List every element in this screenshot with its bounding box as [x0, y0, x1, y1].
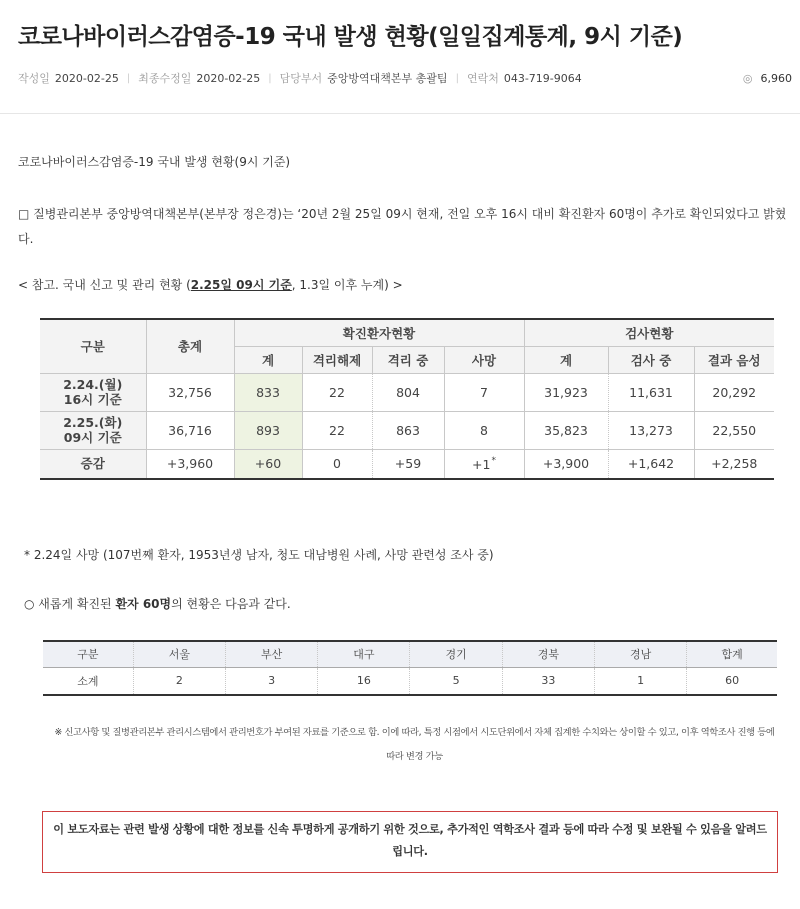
cell-isolated: +59 — [372, 449, 444, 479]
region-header: 경기 — [410, 641, 502, 667]
data-source-note: ※ 신고사항 및 질병관리본부 관리시스템에서 관리번호가 부여된 자료를 기준으로 함. 이에 따라, 특정 시점에서 시도단위에서 자체 집계한 수치와는 상이할 수 있고, 이후 역학조사 진행 등에 따라 변경 가능 — [54, 727, 775, 762]
row-label-date: 2.24.(월) — [63, 377, 123, 392]
cell-tests: +3,900 — [524, 449, 608, 479]
cell-deaths — [444, 449, 524, 479]
view-count-value: 6,960 — [760, 71, 792, 85]
table-row-change — [40, 449, 774, 479]
header-tests-total: 계 — [524, 346, 608, 373]
written-date: 2020-02-25 — [54, 71, 119, 85]
header-deaths: 사망 — [444, 346, 524, 373]
cell-isolated: 804 — [372, 373, 444, 411]
region-cell: 2 — [133, 667, 225, 695]
status-table — [40, 318, 774, 480]
modified-date: 2020-02-25 — [196, 71, 261, 85]
cell-total: +3,960 — [146, 449, 234, 479]
row-label — [40, 411, 146, 449]
header-test-group: 검사현황 — [524, 319, 774, 346]
new-cases-emphasis: 환자 60명 — [115, 597, 172, 611]
press-notice-box: 이 보도자료는 관련 발생 상황에 대한 정보를 신속 투명하게 공개하기 위한 것으로, 추가적인 역학조사 결과 등에 따라 수정 및 보완될 수 있음을 알려드립니다. — [42, 811, 778, 873]
new-cases-prefix: ○ 새롭게 확진된 — [24, 597, 116, 611]
cell-negative: 22,550 — [694, 411, 774, 449]
header-divider — [0, 113, 800, 114]
header-negative: 결과 음성 — [694, 346, 774, 373]
region-header: 대구 — [318, 641, 410, 667]
cell-testing: +1,642 — [608, 449, 694, 479]
cell-negative: 20,292 — [694, 373, 774, 411]
department: 중앙방역대책본부 총괄팀 — [327, 72, 448, 85]
row-label-time: 09시 기준 — [63, 430, 122, 445]
row-label-date: 2.25.(화) — [63, 415, 123, 430]
cell-released: 22 — [302, 411, 372, 449]
region-cell: 16 — [318, 667, 410, 695]
cell-testing: 13,273 — [608, 411, 694, 449]
region-header: 경남 — [595, 641, 687, 667]
cell-deaths: 7 — [444, 373, 524, 411]
department-label: 담당부서 — [279, 72, 323, 85]
meta-separator: | — [268, 72, 272, 84]
ref-suffix: , 1.3일 이후 누계) > — [291, 278, 403, 292]
row-label-change: 증감 — [40, 449, 146, 479]
region-header-row — [43, 641, 777, 667]
region-header: 경북 — [502, 641, 594, 667]
region-header: 합계 — [687, 641, 777, 667]
cell-released: 22 — [302, 373, 372, 411]
contact: 043-719-9064 — [503, 71, 582, 85]
region-header: 구분 — [43, 641, 133, 667]
region-header: 부산 — [225, 641, 317, 667]
modified-date-label: 최종수정일 — [138, 72, 192, 85]
header-confirmed-total: 계 — [234, 346, 302, 373]
cell-deaths: 8 — [444, 411, 524, 449]
region-cell: 5 — [410, 667, 502, 695]
footnote-mark: * — [491, 455, 496, 466]
region-table — [43, 640, 777, 696]
header-testing: 검사 중 — [608, 346, 694, 373]
region-cell: 33 — [502, 667, 594, 695]
region-cell: 3 — [225, 667, 317, 695]
view-count — [743, 72, 792, 85]
region-cell: 1 — [595, 667, 687, 695]
page-title: 코로나바이러스감염증-19 국내 발생 현황(일일집계통계, 9시 기준) — [18, 24, 683, 50]
ref-emphasis: 2.25일 09시 기준 — [190, 278, 292, 292]
cell-confirmed: 893 — [234, 411, 302, 449]
region-cell: 소계 — [77, 674, 99, 688]
table-row — [40, 411, 774, 449]
region-row — [43, 667, 777, 695]
new-cases-suffix: 의 현황은 다음과 같다. — [171, 597, 291, 611]
meta-separator: | — [455, 72, 459, 84]
cell-confirmed: +60 — [234, 449, 302, 479]
contact-label: 연락처 — [466, 72, 499, 85]
header-released: 격리해제 — [302, 346, 372, 373]
cell-released: 0 — [302, 449, 372, 479]
new-cases-intro — [24, 595, 291, 612]
cell-isolated: 863 — [372, 411, 444, 449]
row-label-time: 16시 기준 — [63, 392, 122, 407]
header-confirmed-group: 확진환자현황 — [234, 319, 524, 346]
written-date-label: 작성일 — [18, 72, 50, 85]
article-meta — [18, 69, 792, 87]
report-subtitle: 코로나바이러스감염증-19 국내 발생 현황(9시 기준) — [18, 155, 291, 169]
header-category: 구분 — [40, 319, 146, 373]
report-paragraph: □ 질병관리본부 중앙방역대책본부(본부장 정은경)는 ‘20년 2월 25일 09시 현재, 전일 오후 16시 대비 확진환자 60명이 추가로 확인되었다고 밝혔다. — [18, 207, 787, 246]
header-isolated: 격리 중 — [372, 346, 444, 373]
table-row — [40, 373, 774, 411]
deaths-change-value: +1 — [472, 456, 491, 472]
row-label — [40, 373, 146, 411]
ref-prefix: < 참고. 국내 신고 및 관리 현황 ( — [18, 278, 191, 292]
cell-total: 36,716 — [146, 411, 234, 449]
region-header: 서울 — [133, 641, 225, 667]
cell-negative: +2,258 — [694, 449, 774, 479]
death-footnote: * 2.24일 사망 (107번째 환자, 1953년생 남자, 청도 대남병원 사례, 사망 관련성 조사 중) — [24, 548, 494, 562]
eye-icon: ◎ — [742, 71, 753, 85]
cell-total: 32,756 — [146, 373, 234, 411]
cell-tests: 35,823 — [524, 411, 608, 449]
cell-testing: 11,631 — [608, 373, 694, 411]
region-cell: 60 — [687, 667, 777, 695]
header-total: 총계 — [146, 319, 234, 373]
meta-separator: | — [126, 72, 131, 84]
cell-confirmed: 833 — [234, 373, 302, 411]
table-reference-note — [18, 276, 403, 293]
cell-tests: 31,923 — [524, 373, 608, 411]
